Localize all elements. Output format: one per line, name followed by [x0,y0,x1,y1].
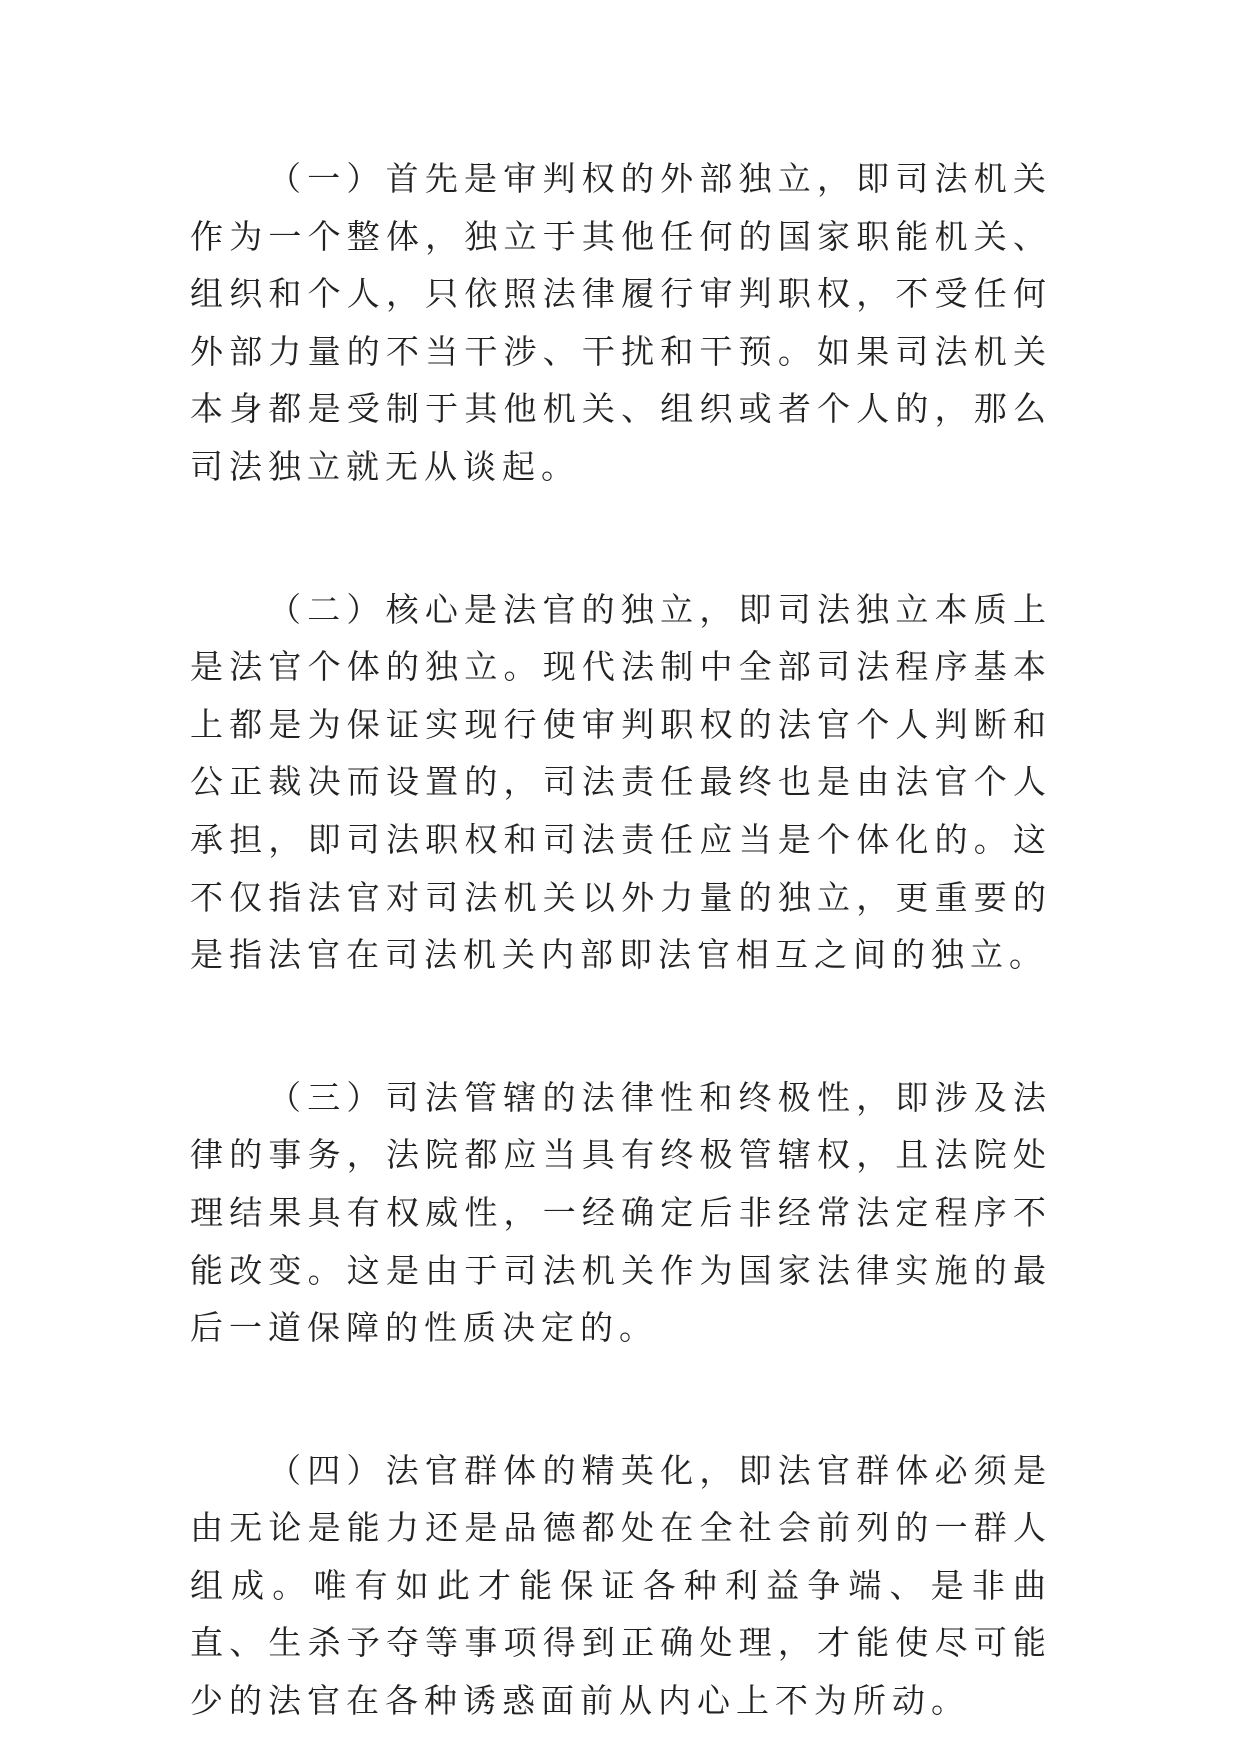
paragraph-1: （一）首先是审判权的外部独立，即司法机关作为一个整体，独立于其他任何的国家职能机关、组织和个人，只依照法律履行审判职权，不受任何外部力量的不当干涉、干扰和干预。如果司法机关本身都是受制于其他机关、组织或者个人的，那么司法独立就无从谈起。 [190,159,1052,486]
paragraph-4: （四）法官群体的精英化，即法官群体必须是由无论是能力还是品德都处在全社会前列的一群人组成。唯有如此才能保证各种利益争端、是非曲直、生杀予夺等事项得到正确处理，才能使尽可能少的法官在各种诱惑面前从内心上不为所动。 [190,1450,1052,1721]
paragraph-3: （三）司法管辖的法律性和终极性，即涉及法律的事务，法院都应当具有终极管辖权，且法院处理结果具有权威性，一经确定后非经常法定程序不能改变。这是由于司法机关作为国家法律实施的最后一道保障的性质决定的。 [190,1077,1052,1348]
document-body [190,150,1052,1730]
paragraph-2: （二）核心是法官的独立，即司法独立本质上是法官个体的独立。现代法制中全部司法程序基本上都是为保证实现行使审判职权的法官个人判断和公正裁决而设置的，司法责任最终也是由法官个人承担，即司法职权和司法责任应当是个体化的。这不仅指法官对司法机关以外力量的独立，更重要的是指法官在司法机关内部即法官相互之间的独立。 [190,589,1052,975]
